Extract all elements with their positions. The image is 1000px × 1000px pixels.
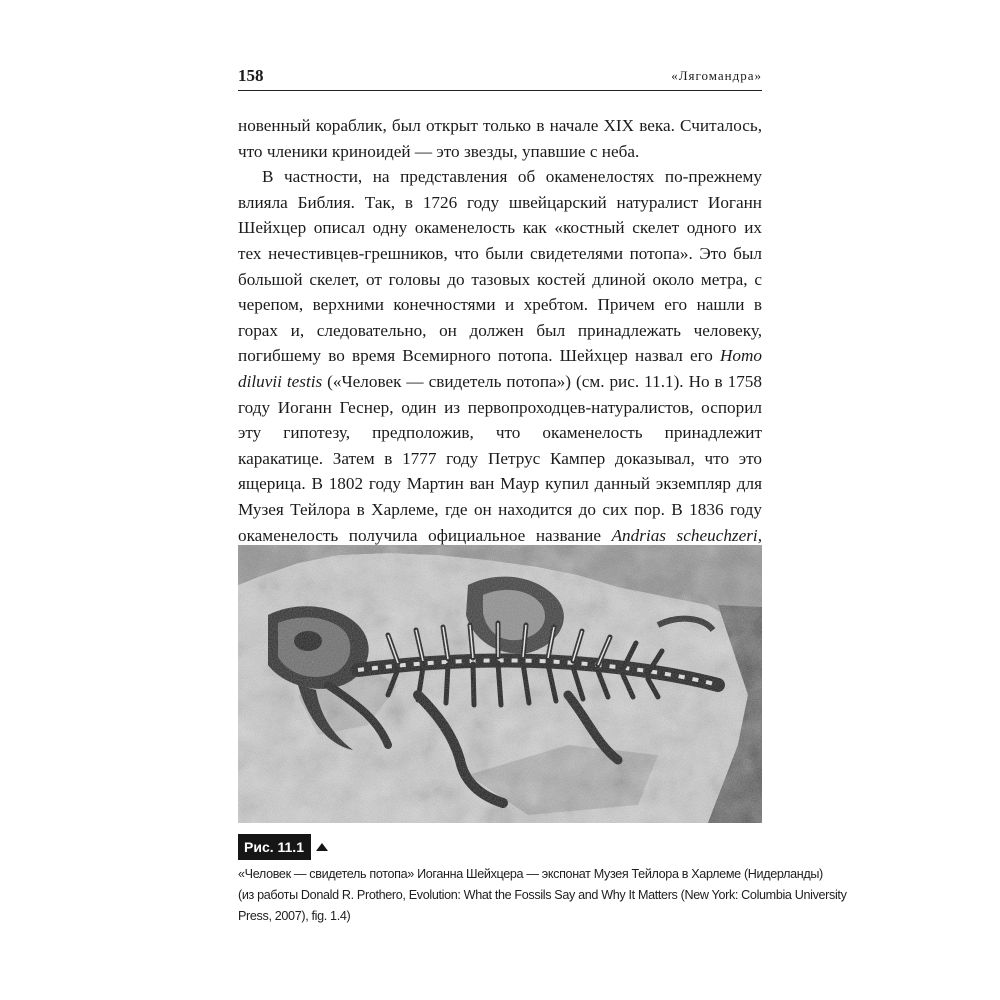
header-rule — [238, 90, 762, 91]
body-text — [238, 113, 762, 574]
paragraph-continued — [238, 113, 762, 164]
figure-label: Рис. 11.1 — [238, 834, 311, 860]
figure-caption — [238, 864, 847, 927]
caption-line: (из работы Donald R. Prothero, Evolution: What the Fossils Say and Why It Matters (New York: Columbia University — [238, 888, 847, 902]
paragraph-2-text-c: , — [757, 525, 762, 545]
paragraph-1-text: новенный кораблик, был открыт только в начале XIX века. Считалось, что членики криноидей — это звезды, упавшие с неба. — [238, 116, 762, 161]
running-title: «Лягомандра» — [671, 68, 762, 83]
fossil-photo — [238, 545, 762, 823]
triangle-up-icon — [316, 843, 328, 851]
page-number: 158 — [238, 66, 264, 85]
species-name-andrias: Andrias scheuchzeri — [611, 525, 758, 545]
caption-line: Press, 2007), fig. 1.4) — [238, 909, 351, 923]
caption-line: «Человек — свидетель потопа» Иоганна Шейхцера — экспонат Музея Тейлора в Харлеме (Нидерланды) — [238, 867, 823, 881]
paragraph-2-text-a: В частности, на представления об окаменелостях по-прежнему влияла Библия. Так, в 1726 году швейцарский натуралист Иоганн Шейхцер описал одну окаменелость как «костный скелет одного их тех нечестивцев-грешников, что были свидетелями потопа». Это был большой скелет, от головы до тазовых костей длиной около метра, с черепом, верхними конечностями и хребтом. Причем его нашли в горах и, следовательно, он должен был принадлежать человеку, погибшему во время Всемирного потопа. Шейхцер назвал его — [238, 167, 762, 366]
paragraph-2-text-b: («Человек — свидетель потопа») (см. рис. 11.1). Но в 1758 году Иоганн Геснер, один из первопроходцев-натуралистов, оспорил эту гипотезу, предположив, что окаменелость принадлежит каракатице. Затем в 1777 году Петрус Кампер доказывал, что это ящерица. В 1802 году Мартин ван Маур купил данный экземпляр для Музея Тейлора в Харлеме, где он находится до сих пор. В 1836 году окаменелость получила официальное название — [238, 371, 762, 545]
figure-label-row — [238, 834, 328, 860]
page-header — [238, 64, 762, 94]
paragraph-scheuchzer — [238, 164, 762, 574]
species-name-homo-diluvii: Homo diluvii testis — [238, 346, 762, 391]
